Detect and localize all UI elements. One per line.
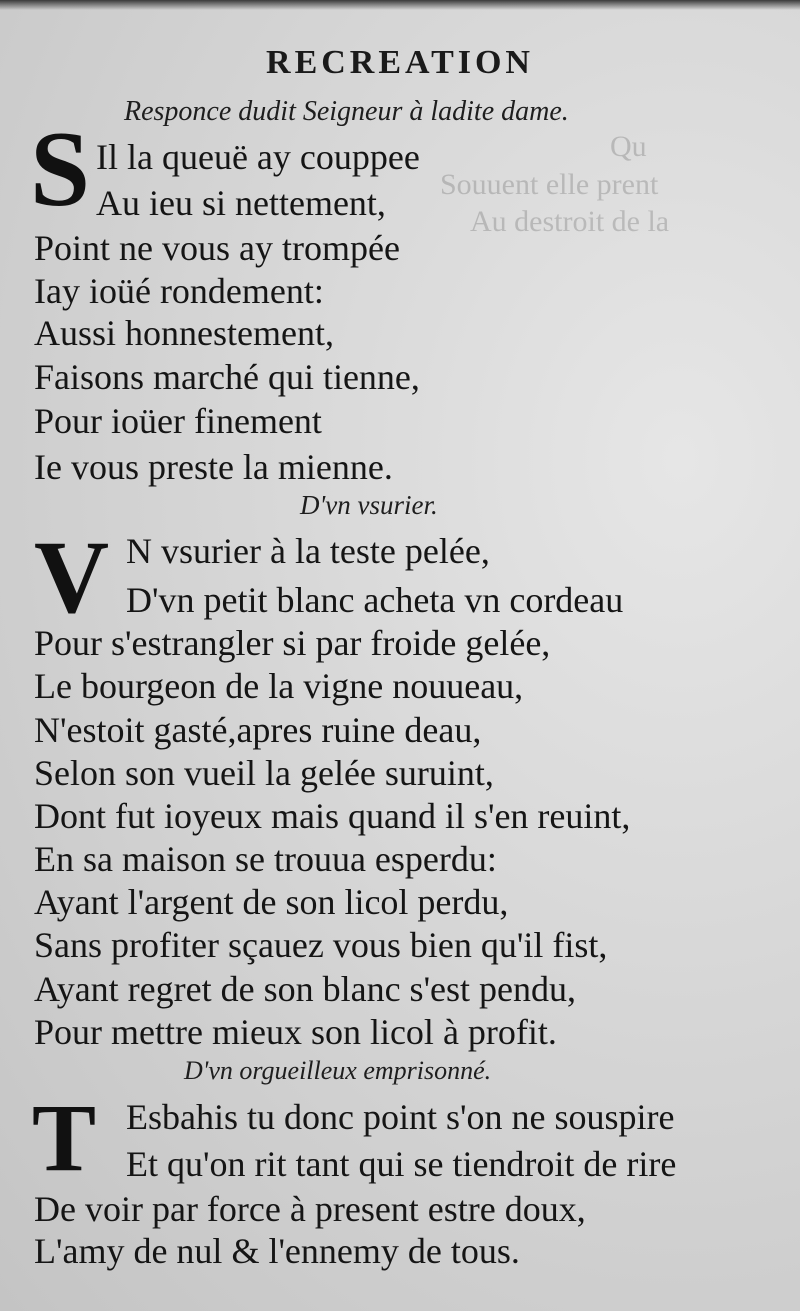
running-head: RECREATION [266,44,534,81]
verse-line: Et qu'on rit tant qui se tiendroit de rire [126,1144,677,1184]
verse-line: En sa maison se trouua esperdu: [34,839,497,879]
verse-line: De voir par force à present estre doux, [34,1189,586,1229]
verse-line: Ie vous preste la mienne. [34,447,393,487]
verse-line: Pour ioüer finement [34,401,322,441]
verse-line: Au ieu si nettement, [96,183,386,223]
verse-line: Sans profiter sçauez vous bien qu'il fist, [34,925,608,965]
verse-line: Esbahis tu donc point s'on ne souspire [126,1097,675,1137]
verse-line: Aussi honnestement, [34,313,334,353]
verse-line: Pour s'estrangler si par froide gelée, [34,623,551,663]
drop-cap-initial: S [30,110,91,229]
verse-line: Faisons marché qui tienne, [34,357,420,397]
verse-line: D'vn petit blanc acheta vn cordeau [126,580,624,620]
verse-line: Ayant regret de son blanc s'est pendu, [34,969,577,1009]
verse-line: Selon son vueil la gelée suruint, [34,753,494,793]
section-heading: D'vn vsurier. [300,490,438,520]
verse-line: Iay ioüé rondement: [34,271,324,311]
verse-line: Dont fut ioyeux mais quand il s'en reuint, [34,796,631,836]
show-through-text: Au destroit de la [470,205,670,238]
section-heading: Responce dudit Seigneur à ladite dame. [124,96,569,127]
verse-line: Point ne vous ay trompée [34,228,400,268]
verse-line: N vsurier à la teste pelée, [126,531,490,571]
verse-line: Pour mettre mieux son licol à profit. [34,1012,557,1052]
drop-cap-initial: V [34,520,110,635]
verse-line: L'amy de nul & l'ennemy de tous. [34,1231,520,1271]
verse-line: Ayant l'argent de son licol perdu, [34,882,509,922]
show-through-text: Souuent elle prent [440,168,659,201]
section-heading: D'vn orgueilleux emprisonné. [184,1056,492,1085]
verse-line: Le bourgeon de la vigne nouueau, [34,666,524,706]
verse-line: N'estoit gasté,apres ruine deau, [34,710,482,750]
drop-cap-initial: T [32,1084,97,1191]
show-through-text: Qu [610,130,647,163]
verse-line: Il la queuë ay couppee [96,137,420,177]
